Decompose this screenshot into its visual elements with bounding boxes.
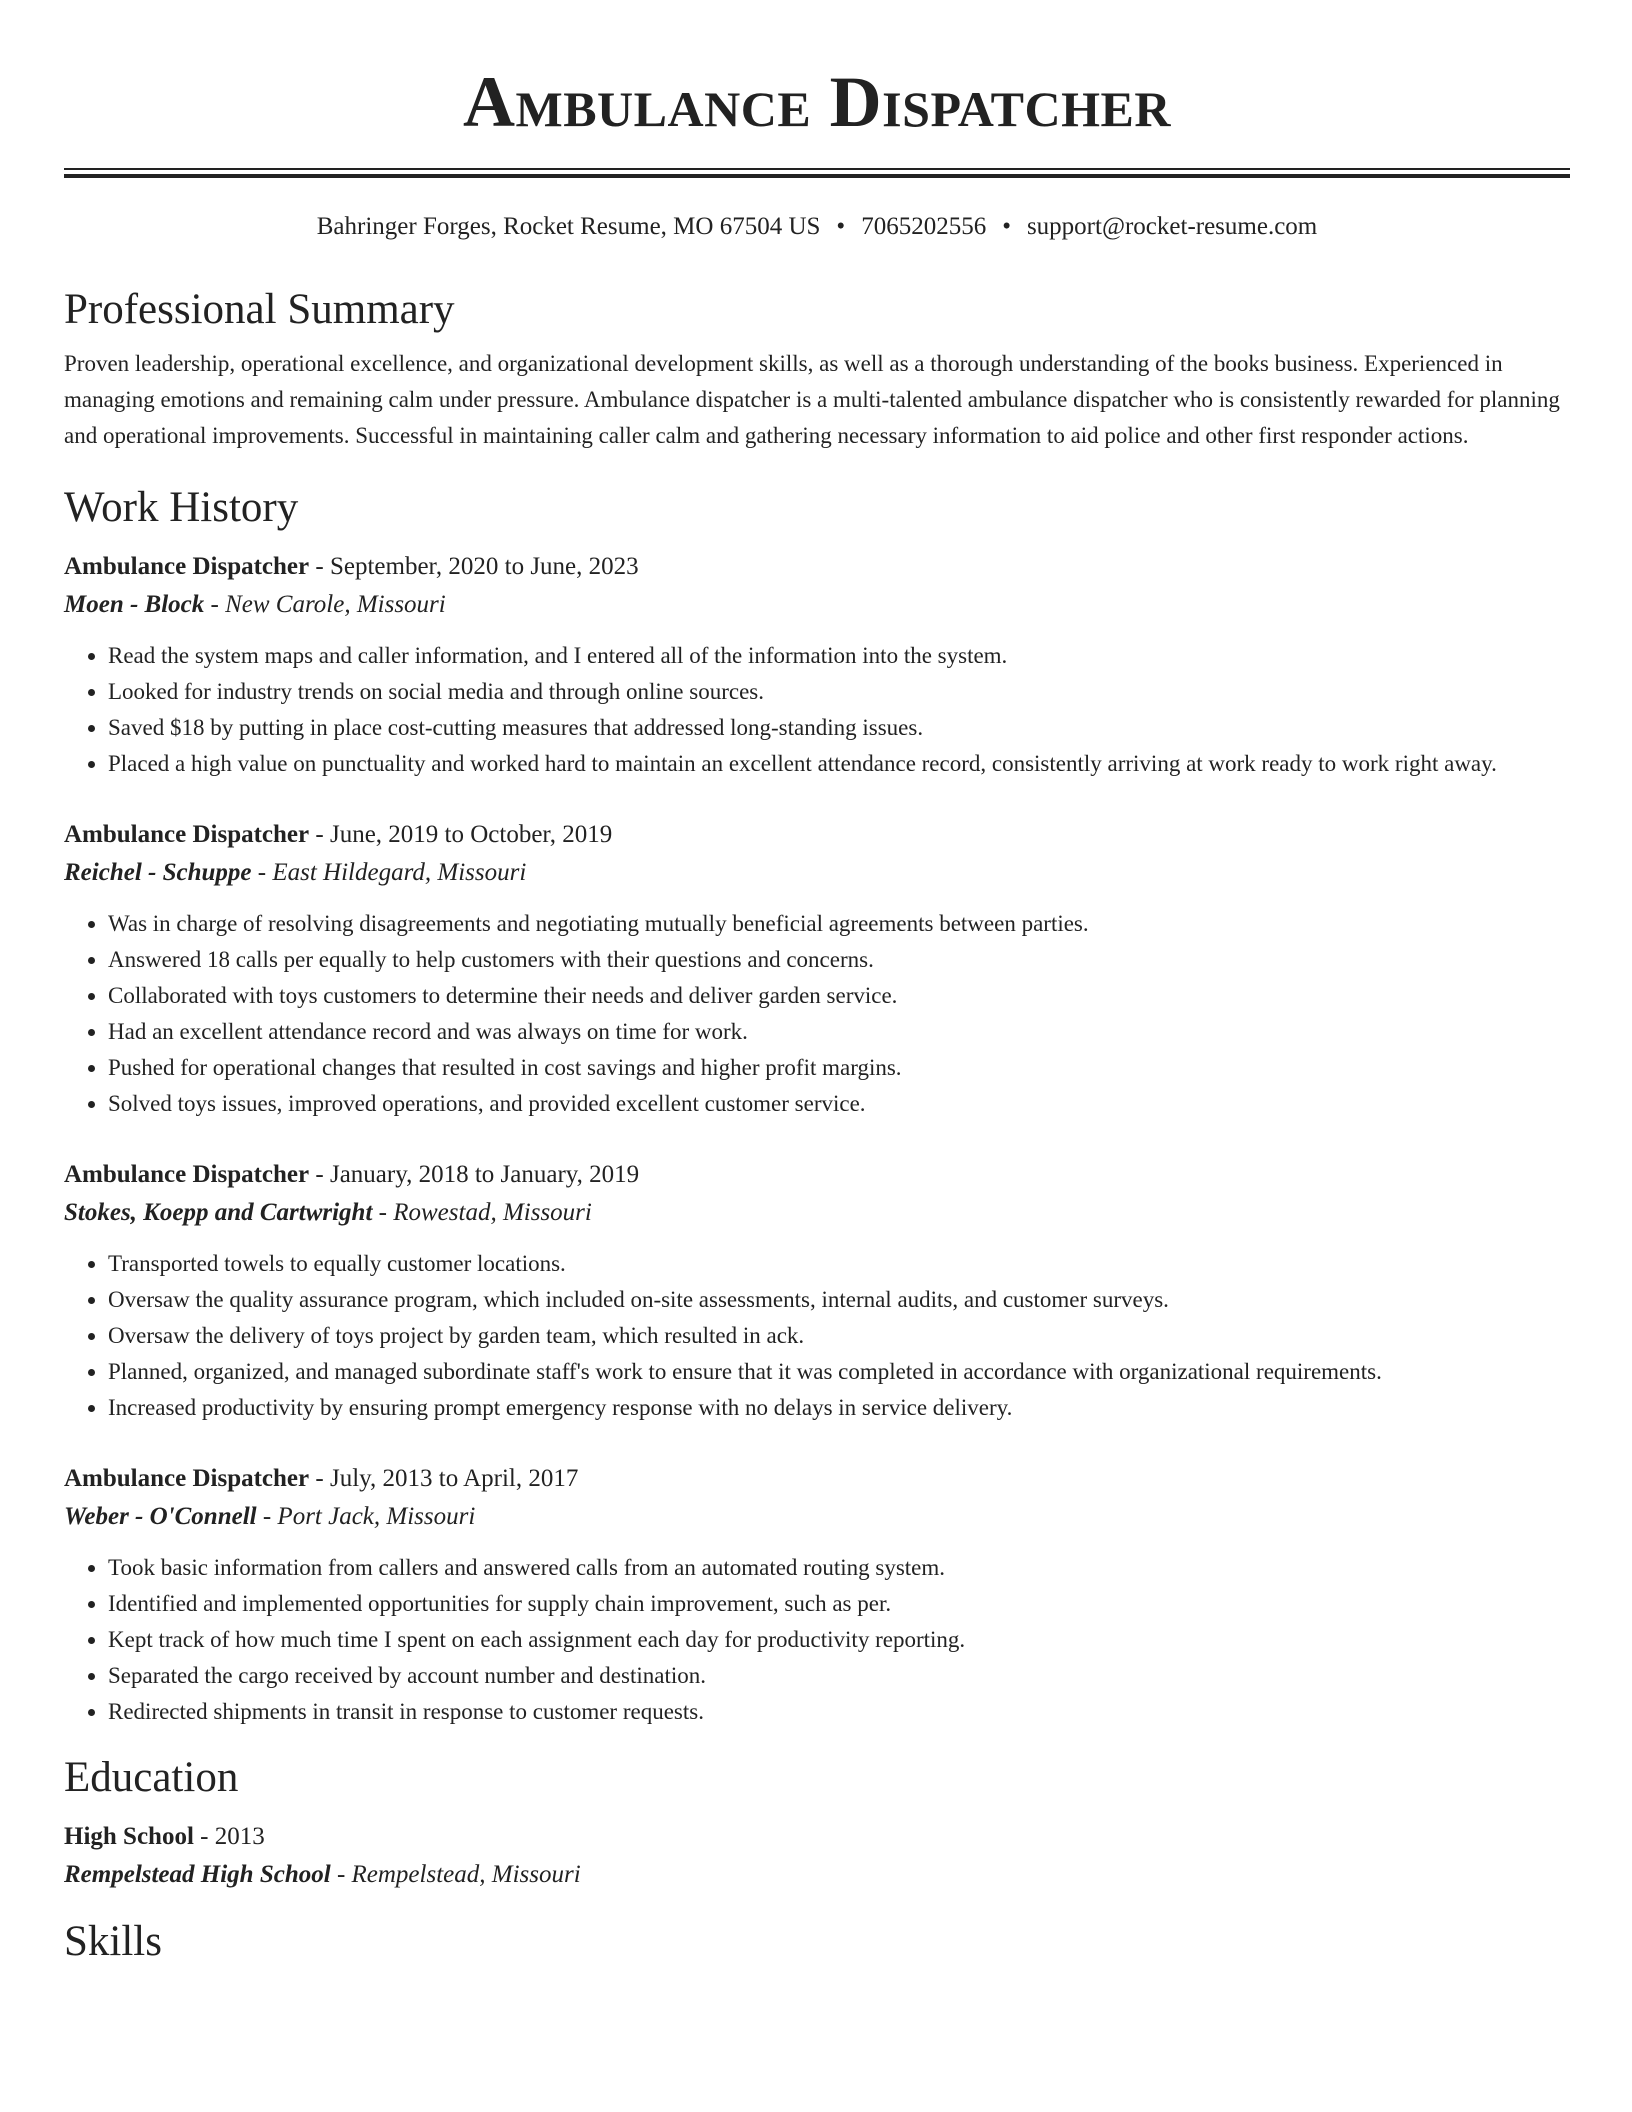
job-entry [64, 1156, 1570, 1426]
summary-heading: Professional Summary [64, 286, 455, 333]
job-bullet-list [64, 638, 1570, 782]
work-history-heading: Work History [64, 484, 299, 531]
job-title: Ambulance Dispatcher [64, 1465, 310, 1492]
job-bullet: • Had an excellent attendance record and was always on time for work. [108, 1014, 1570, 1050]
education-heading: Education [64, 1754, 239, 1801]
job-company-line [64, 1498, 1570, 1536]
job-dates: - July, 2013 to April, 2017 [309, 1465, 579, 1492]
job-title: Ambulance Dispatcher [64, 553, 310, 580]
work-history-list [64, 548, 1570, 1730]
contact-separator: • [1002, 213, 1011, 240]
job-company: Moen - Block [64, 591, 205, 618]
job-bullet: • Transported towels to equally customer locations. [108, 1246, 1570, 1282]
job-company: Reichel - Schuppe [64, 859, 252, 886]
job-dates: - January, 2018 to January, 2019 [309, 1161, 640, 1188]
job-bullet: • Oversaw the delivery of toys project by garden team, which resulted in ack. [108, 1318, 1570, 1354]
job-entry [64, 1460, 1570, 1730]
job-bullet: • Identified and implemented opportunities for supply chain improvement, such as per. [108, 1586, 1570, 1622]
job-bullet: • Oversaw the quality assurance program, which included on-site assessments, internal audits, and customer surveys. [108, 1282, 1570, 1318]
contact-email: support@rocket-resume.com [1026, 213, 1318, 240]
job-bullet: • Collaborated with toys customers to determine their needs and deliver garden service. [108, 978, 1570, 1014]
job-bullet-list [64, 1246, 1570, 1426]
skills-heading: Skills [64, 1918, 162, 1965]
job-company: Stokes, Koepp and Cartwright [64, 1199, 373, 1226]
contact-line [64, 210, 1570, 244]
job-entry [64, 548, 1570, 782]
title-divider [64, 168, 1570, 178]
job-title: Ambulance Dispatcher [64, 821, 310, 848]
education-degree: High School [64, 1823, 194, 1850]
job-title-line [64, 548, 1570, 586]
job-title: Ambulance Dispatcher [64, 1161, 310, 1188]
education-year: - 2013 [193, 1823, 265, 1850]
education-school-line [64, 1856, 1570, 1894]
education-degree-line [64, 1818, 1570, 1856]
job-bullet: • Kept track of how much time I spent on each assignment each day for productivity reporting. [108, 1622, 1570, 1658]
job-bullet: • Solved toys issues, improved operations, and provided excellent customer service. [108, 1086, 1570, 1122]
job-bullet: • Answered 18 calls per equally to help customers with their questions and concerns. [108, 942, 1570, 978]
job-location: - Rowestad, Missouri [372, 1199, 592, 1226]
job-company-line [64, 586, 1570, 624]
job-bullet: • Took basic information from callers and answered calls from an automated routing system. [108, 1550, 1570, 1586]
job-bullet: • Redirected shipments in transit in response to customer requests. [108, 1694, 1570, 1730]
job-title-line [64, 1460, 1570, 1498]
summary-text: Proven leadership, operational excellence, and organizational development skills, as well as a thorough understanding of the books business. Experienced in managing emotions and remaining calm under pressure. Ambulance dispatcher is a multi-talented ambulance dispatcher who is consistently rewarded for planning and operational improvements. Successful in maintaining caller calm and gathering necessary information to aid police and other first responder actions. [64, 351, 1560, 448]
resume-title: Ambulance Dispatcher [463, 62, 1171, 142]
contact-phone: 7065202556 [861, 213, 987, 240]
education-entry [64, 1818, 1570, 1894]
job-bullet-list [64, 1550, 1570, 1730]
education-school: Rempelstead High School [64, 1861, 331, 1888]
job-bullet: • Looked for industry trends on social media and through online sources. [108, 674, 1570, 710]
job-bullet: • Planned, organized, and managed subordinate staff's work to ensure that it was completed in accordance with organizational requirements. [108, 1354, 1570, 1390]
contact-address: Bahringer Forges, Rocket Resume, MO 67504 US [316, 213, 821, 240]
job-location: - New Carole, Missouri [204, 591, 446, 618]
education-location: - Rempelstead, Missouri [330, 1861, 581, 1888]
job-entry [64, 816, 1570, 1122]
job-bullet: • Increased productivity by ensuring prompt emergency response with no delays in service delivery. [108, 1390, 1570, 1426]
job-bullet: • Saved $18 by putting in place cost-cutting measures that addressed long-standing issues. [108, 710, 1570, 746]
resume-page [64, 0, 1570, 1968]
job-bullet: • Was in charge of resolving disagreements and negotiating mutually beneficial agreements between parties. [108, 906, 1570, 942]
job-title-line [64, 816, 1570, 854]
job-location: - East Hildegard, Missouri [251, 859, 527, 886]
job-dates: - September, 2020 to June, 2023 [309, 553, 639, 580]
job-title-line [64, 1156, 1570, 1194]
job-bullet: • Separated the cargo received by account number and destination. [108, 1658, 1570, 1694]
job-company: Weber - O'Connell [64, 1503, 257, 1530]
job-company-line [64, 1194, 1570, 1232]
job-bullet-list [64, 906, 1570, 1122]
job-location: - Port Jack, Missouri [256, 1503, 476, 1530]
job-bullet: • Read the system maps and caller information, and I entered all of the information into the system. [108, 638, 1570, 674]
contact-separator: • [836, 213, 846, 240]
job-dates: - June, 2019 to October, 2019 [309, 821, 613, 848]
job-bullet: • Placed a high value on punctuality and worked hard to maintain an excellent attendance record, consistently arriving at work ready to work right away. [108, 746, 1570, 782]
job-company-line [64, 854, 1570, 892]
job-bullet: • Pushed for operational changes that resulted in cost savings and higher profit margins. [108, 1050, 1570, 1086]
